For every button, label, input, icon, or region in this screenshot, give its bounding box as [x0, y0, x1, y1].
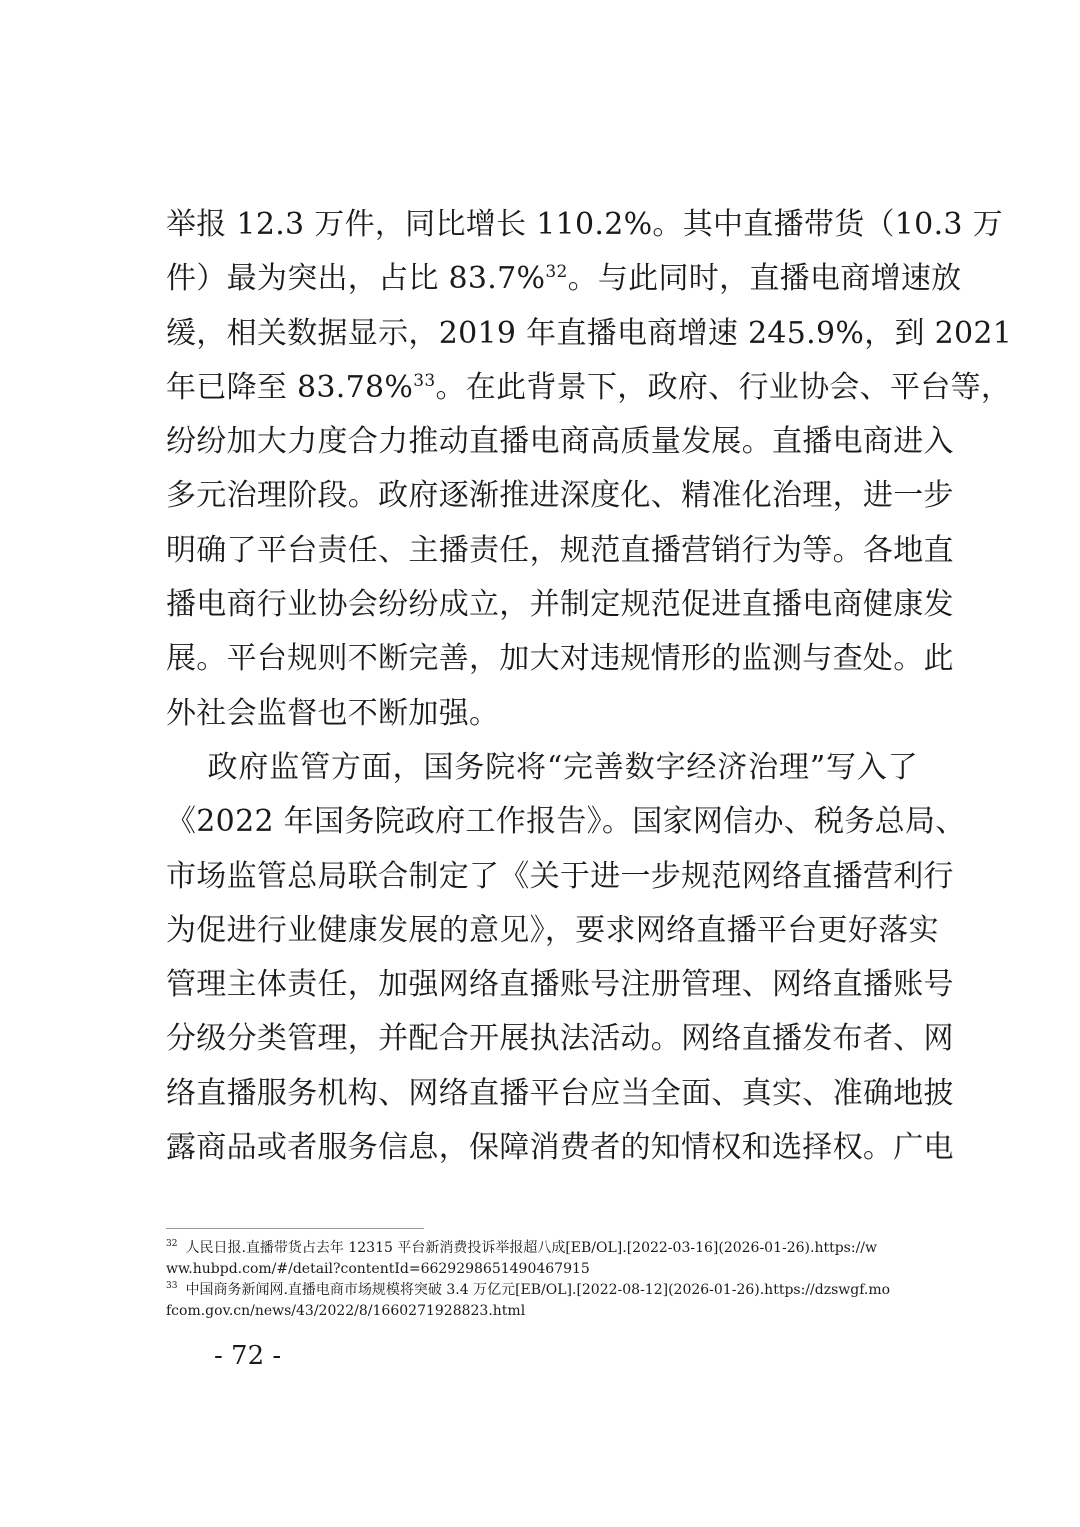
text-line: 展。平台规则不断完善，加大对违规情形的监测与查处。此	[166, 641, 954, 677]
text-line: 纷纷加大力度合力推动直播电商高质量发展。直播电商进入	[166, 424, 954, 460]
text-line: 《2022 年国务院政府工作报告》。国家网信办、税务总局、	[166, 804, 966, 840]
text-line: 年已降至 83.78%$^{33}$。在此背景下，政府、行业协会、平台等，	[166, 369, 1012, 405]
text-line: 市场监管总局联合制定了《关于进一步规范网络直播营利行	[166, 858, 954, 894]
footnote-number: 33	[166, 1281, 178, 1292]
text-line: 政府监管方面，国务院将“完善数字经济治理”写入了	[166, 749, 918, 785]
footnote-33-continuation: fcom.gov.cn/news/43/2022/8/1660271928823.html	[166, 1303, 526, 1319]
text-line: 分级分类管理，并配合开展执法活动。网络直播发布者、网	[166, 1021, 954, 1057]
footnote-number: 32	[166, 1239, 178, 1250]
page-number: - 72 -	[214, 1341, 282, 1371]
footnote-32-continuation: ww.hubpd.com/#/detail?contentId=6629298651490467915	[166, 1261, 590, 1277]
text-line: 播电商行业协会纷纷成立，并制定规范促进直播电商健康发	[166, 587, 954, 623]
text-line: 为促进行业健康发展的意见》，要求网络直播平台更好落实	[166, 912, 939, 948]
footnote-33: $^{33}$ 中国商务新闻网.直播电商市场规模将突破 3.4 万亿元[EB/OL].[2022-08-12](2026-01-26).https://dzswgf.mo	[166, 1281, 891, 1298]
text-line: 缓，相关数据显示，2019 年直播电商增速 245.9%，到 2021	[166, 315, 1013, 351]
footnote-ref-33: 33	[413, 370, 436, 391]
text-line: 外社会监督也不断加强。	[166, 695, 500, 731]
text-line: 露商品或者服务信息，保障消费者的知情权和选择权。广电	[166, 1130, 954, 1166]
footnote-separator	[166, 1228, 424, 1229]
body-text	[166, 198, 1013, 1175]
text-line: 件）最为突出，占比 83.7%$^{32}$。与此同时，直播电商增速放	[166, 261, 962, 297]
footnote-ref-32: 32	[545, 262, 568, 283]
footnote-32: $^{32}$ 人民日报.直播带货占去年 12315 平台新消费投诉举报超八成[EB/OL].[2022-03-16](2026-01-26).https://w	[166, 1239, 877, 1256]
text-line: 多元治理阶段。政府逐渐推进深度化、精准化治理，进一步	[166, 478, 954, 514]
text-line: 管理主体责任，加强网络直播账号注册管理、网络直播账号	[166, 967, 954, 1003]
text-line: 举报 12.3 万件，同比增长 110.2%。其中直播带货（10.3 万	[166, 207, 1003, 242]
text-line: 络直播服务机构、网络直播平台应当全面、真实、准确地披	[166, 1075, 954, 1111]
footnotes	[166, 1238, 918, 1322]
text-line: 明确了平台责任、主播责任，规范直播营销行为等。各地直	[166, 532, 954, 568]
